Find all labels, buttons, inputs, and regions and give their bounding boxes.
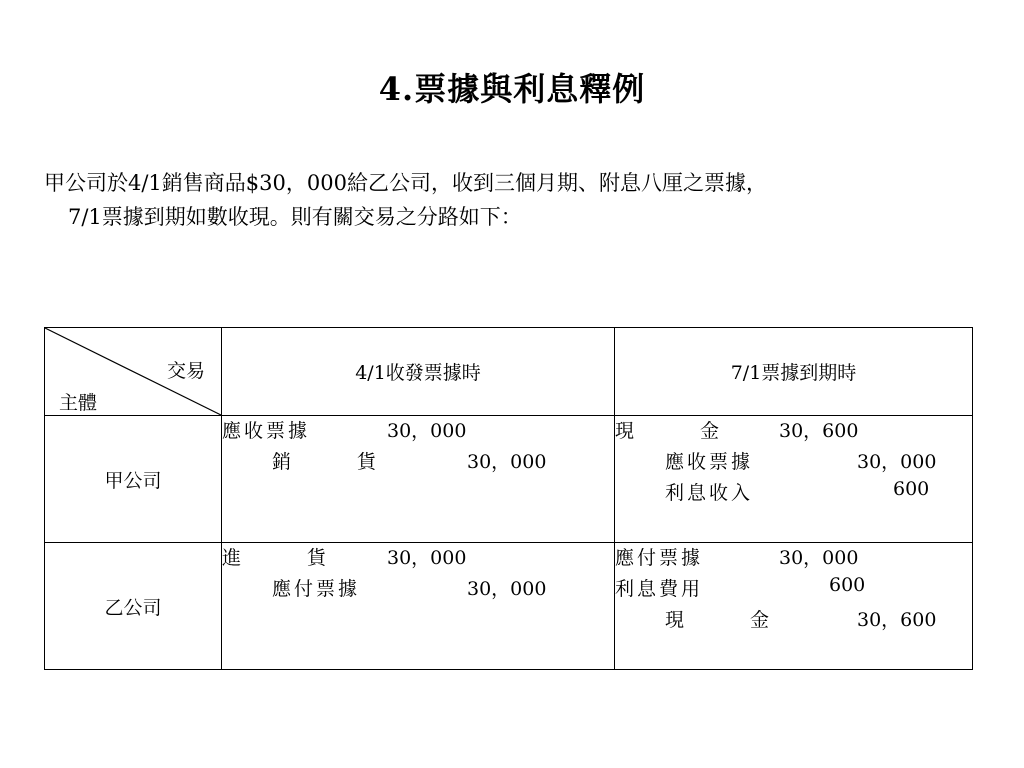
table-row-company-a [45,416,973,543]
intro-line-1: 甲公司於4/1銷售商品$30，000給乙公司，收到三個月期、附息八厘之票據， [44,171,767,195]
entry-line [615,543,972,574]
account-name: 現 金 [615,420,750,442]
col-header-issue-date: 4/1收發票據時 [222,328,615,416]
account-amount: 30，000 [467,578,547,600]
entry-line [615,605,972,636]
account-amount: 600 [893,478,930,500]
account-name: 利息收入 [665,482,754,504]
account-amount: 30，000 [387,420,467,442]
account-amount: 30，000 [857,451,937,473]
entry-line [615,478,972,509]
entry-cell-b-apr [222,543,615,670]
account-amount: 600 [829,574,866,596]
col-header-maturity-date: 7/1票據到期時 [615,328,973,416]
account-amount: 30，000 [467,451,547,473]
account-name: 應收票據 [665,451,754,473]
entry-line [615,416,972,447]
row-subject-company-a: 甲公司 [45,416,222,543]
account-name: 應付票據 [615,547,704,569]
entry-line [222,543,614,574]
corner-label-transaction: 交易 [166,360,205,382]
account-name: 利息費用 [615,578,704,600]
entry-cell-a-jul [615,416,973,543]
account-name: 應付票據 [272,578,361,600]
table-header-row [45,328,973,416]
intro-line-2: 7/1票據到期如數收現。則有關交易之分路如下： [68,205,522,229]
intro-paragraph [44,166,994,234]
account-amount: 30，600 [857,609,937,631]
account-name: 進 貨 [222,547,357,569]
corner-label-subject: 主體 [59,392,98,414]
slide-title: 4.票據與利息釋例 [378,70,646,108]
entry-cell-a-apr [222,416,615,543]
account-name: 銷 貨 [272,451,407,473]
entry-line [615,574,972,605]
diagonal-header-cell [45,328,222,416]
journal-entry-table [44,327,973,670]
account-amount: 30，000 [779,547,859,569]
entry-line [222,447,614,478]
account-amount: 30，000 [387,547,467,569]
account-amount: 30，600 [779,420,859,442]
entry-line [615,447,972,478]
account-name: 應收票據 [222,420,311,442]
row-subject-company-b: 乙公司 [45,543,222,670]
entry-cell-b-jul [615,543,973,670]
table-row-company-b [45,543,973,670]
entry-line [222,416,614,447]
account-name: 現 金 [665,609,800,631]
entry-line [222,574,614,605]
